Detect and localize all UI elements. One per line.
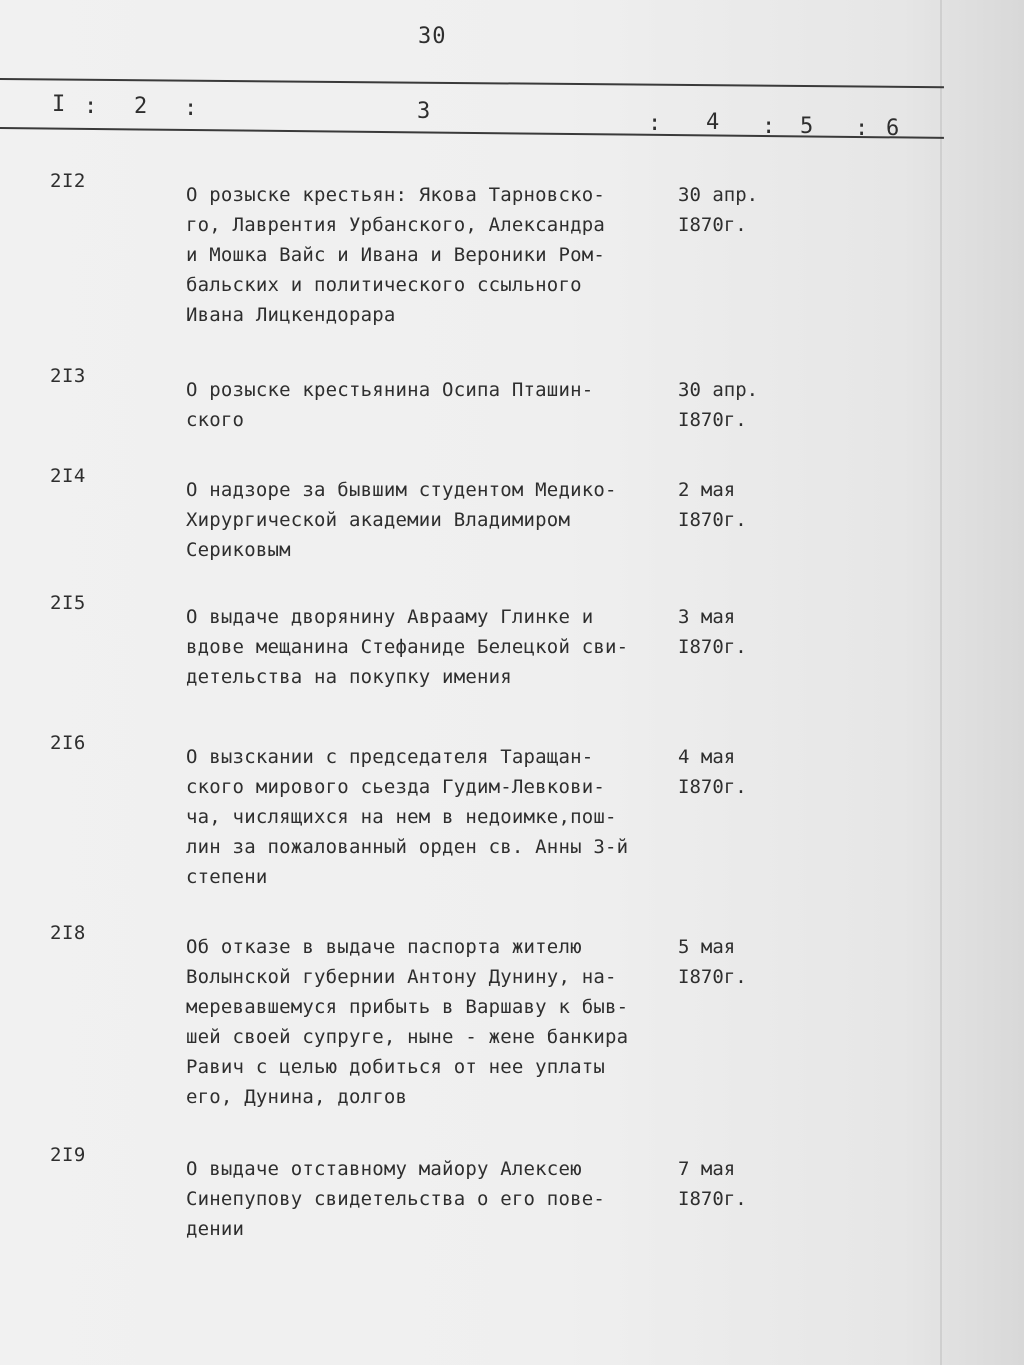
entry-date: 2 мая I870г.	[678, 479, 747, 531]
entry-number: 2I9	[50, 1144, 86, 1166]
entry-title: О розыске крестьян: Якова Тарновско- го, Лаврентия Урбанского, Александра и Мошка Вайс и Ивана и Вероники Ром- бальских и политического ссыльного Ивана Лицкендорара	[186, 184, 606, 326]
entry-number: 2I8	[50, 922, 86, 944]
header-separator: :	[84, 94, 98, 119]
entry-date: 30 апр. I870г.	[678, 184, 759, 236]
entry-date: 4 мая I870г.	[678, 746, 747, 798]
header-separator: :	[762, 114, 776, 139]
header-col-3: 3	[417, 99, 431, 124]
entry-number: 2I6	[50, 732, 86, 754]
page-number: 30	[418, 24, 447, 49]
entry-title: О надзоре за бывшим студентом Медико- Хирургической академии Владимиром Сериковым	[186, 479, 617, 561]
entry-number: 2I5	[50, 592, 86, 614]
header-col-5: 5	[800, 114, 814, 139]
entry-title: О выдаче отставному майору Алексею Синепупову свидетельства о его пове- дении	[186, 1158, 606, 1240]
entry-date: 5 мая I870г.	[678, 936, 747, 988]
entry-number: 2I4	[50, 465, 86, 487]
entry-date: 30 апр. I870г.	[678, 379, 759, 431]
entry-date: 7 мая I870г.	[678, 1158, 747, 1210]
entry-date: 3 мая I870г.	[678, 606, 747, 658]
header-separator: :	[855, 116, 869, 141]
header-col-4: 4	[706, 110, 720, 135]
entry-title: О выдаче дворянину Аврааму Глинке и вдове мещанина Стефаниде Белецкой сви- детельства на покупку имения	[186, 606, 629, 688]
entry-title: О вызскании с председателя Таращан- ского мирового сьезда Гудим-Левкови- ча, числящихся на нем в недоимке,пош- лин за пожалованный орден св. Анны 3-й степени	[186, 746, 629, 888]
header-col-1: I	[52, 92, 66, 117]
entry-number: 2I3	[50, 365, 86, 387]
header-col-2: 2	[134, 94, 148, 119]
header-separator: :	[184, 96, 198, 121]
entry-title: Об отказе в выдаче паспорта жителю Волынской губернии Антону Дунину, на- меревавшемуся прибыть в Варшаву к быв- шей своей супруге, ныне - жене банкира Равич с целью добиться от нее уплаты его, Дунина, долгов	[186, 936, 629, 1108]
entry-title: О розыске крестьянина Осипа Пташин- ского	[186, 379, 594, 431]
header-col-6: 6	[886, 116, 900, 141]
entry-number: 2I2	[50, 170, 86, 192]
header-separator: :	[648, 111, 662, 136]
page-edge	[940, 0, 942, 1365]
header-rule-top	[0, 78, 944, 88]
